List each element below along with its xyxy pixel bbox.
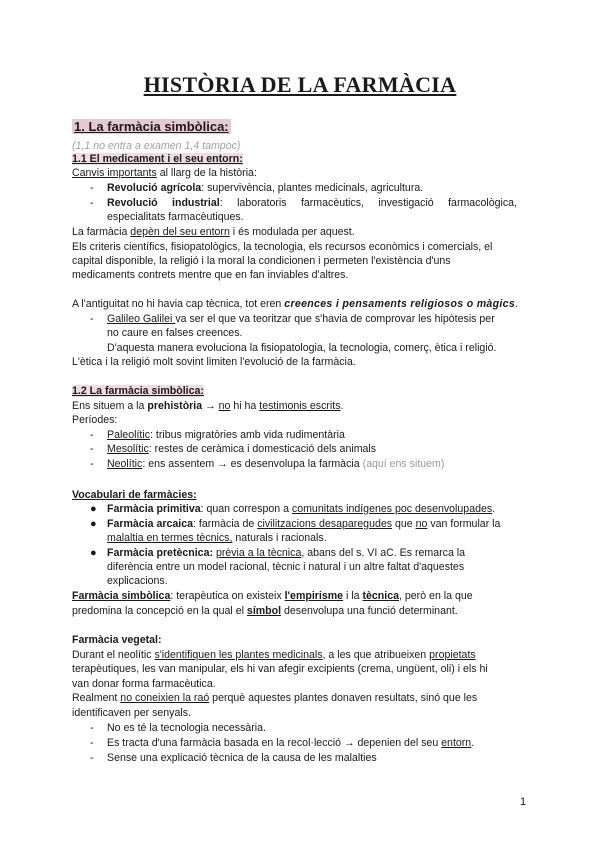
- galileo-line: Galileo Galilei va ser el que va teoritzar que s'havia de comprovar les hipòtesis per: [107, 313, 495, 325]
- subsection-1-1-heading: 1.1 El medicament i el seu entorn:: [72, 153, 243, 165]
- periodes-label: Períodes:: [72, 414, 118, 426]
- paragraph-criteris-1: Els criteris científics, fisiopatològics, la tecnologia, els recursos econòmics i comercials, el: [72, 241, 493, 253]
- paragraph-criteris-3: medicaments contrets mentre que en fan inviables d'altres.: [72, 269, 349, 281]
- paragraph-criteris-2: capital disponible, la religió i la moral la condicionen i permeten l'existència d'uns: [72, 255, 451, 267]
- revolucio-industrial: Revolució industrial: laboratoris farmacèutics, investigació farmacològica,: [107, 197, 517, 209]
- dash-marker: -: [90, 313, 94, 325]
- vegetal-line-5: identificaven per senyals.: [72, 707, 191, 719]
- bullet-marker: ●: [90, 547, 97, 559]
- dash-marker: -: [90, 752, 94, 764]
- vegetal-point-3: Sense una explicació tècnica de la causa de les malalties: [107, 752, 377, 764]
- vocabulari-heading: Vocabulari de farmàcies:: [72, 489, 197, 501]
- vocab-pretecnica-cont-1: diferència entre un model racional, tècnic i natural i un altre faltat d'aquestes: [107, 561, 465, 573]
- vegetal-line-2: terapèutiques, les van manipular, els hi van afegir excipients (crema, ungüent, oli) i els hi: [72, 663, 488, 675]
- dash-marker: -: [90, 458, 94, 470]
- document-title: HISTÒRIA DE LA FARMÀCIA: [143, 72, 457, 97]
- simbolica-line-1: Farmàcia simbòlica: terapèutica on existeix l'empirisme i la tècnica, però en la que: [72, 590, 473, 602]
- vegetal-line-4: Realment no coneixien la raó perquè aquestes plantes donaven resultats, sinó que les: [72, 692, 478, 704]
- revolucio-agricola: Revolució agrícola: supervivència, plantes medicinals, agricultura.: [107, 182, 424, 194]
- paragraph-etica: L'ètica i la religió molt sovint limiten l'evolució de la farmàcia.: [72, 356, 356, 368]
- vegetal-point-2: Es tracta d'una farmàcia basada en la recol·lecció → depenien del seu entorn.: [107, 737, 475, 749]
- galileo-line-2: no caure en falses creences.: [107, 327, 243, 339]
- bullet-marker: ●: [90, 518, 97, 530]
- vocab-arcaica-cont: malaltia en termes tècnics, naturals i racionals.: [107, 532, 327, 544]
- vocab-arcaica: Farmàcia arcaica: farmàcia de civilitzacions desaparegudes que no van formular la: [107, 518, 501, 530]
- subsection-1-2-heading: 1.2 La farmàcia simbòlica:: [72, 385, 204, 397]
- dash-marker: -: [90, 197, 94, 209]
- period-neolitic: Neolític: ens assentem → es desenvolupa la farmàcia (aquí ens situem): [107, 458, 445, 470]
- vegetal-point-1: No es té la tecnologia necessària.: [107, 722, 266, 734]
- period-paleolitic: Paleolític: tribus migratòries amb vida rudimentària: [107, 429, 345, 441]
- dash-marker: -: [90, 722, 94, 734]
- paragraph-antiguitat: A l'antiguitat no hi havia cap tècnica, tot eren creences i pensaments religiosos o màgics.: [72, 298, 518, 310]
- dash-marker: -: [90, 737, 94, 749]
- galileo-line-3: D'aquesta manera evoluciona la fisiopatologia, la tecnologia, comerç, ètica i religió.: [107, 342, 497, 354]
- vocab-primitiva: Farmàcia primitiva: quan correspon a comunitats indígenes poc desenvolupades.: [107, 503, 496, 515]
- prehistoria-line: Ens situem a la prehistòria → no hi ha testimonis escrits.: [72, 400, 344, 412]
- simbolica-line-2: predomina la concepció en la qual el símbol desenvolupa una funció determinant.: [72, 605, 458, 617]
- page-number: 1: [520, 796, 527, 808]
- paragraph-entorn: La farmàcia depèn del seu entorn i és modulada per aquest.: [72, 226, 355, 238]
- vocab-pretecnica: Farmàcia pretècnica: prèvia a la tècnica, abans del s. VI aC. Es remarca la: [107, 547, 466, 559]
- dash-marker: -: [90, 182, 94, 194]
- vocab-pretecnica-cont-2: explicacions.: [107, 575, 168, 587]
- dash-marker: -: [90, 443, 94, 455]
- dash-marker: -: [90, 429, 94, 441]
- section-1-heading: 1. La farmàcia simbòlica:: [74, 119, 229, 134]
- period-mesolitic: Mesolític: restes de ceràmica i domesticació dels animals: [107, 443, 377, 455]
- bullet-marker: ●: [90, 503, 97, 515]
- vegetal-line-3: van donar forma farmacèutica.: [72, 678, 216, 690]
- vegetal-heading: Farmàcia vegetal:: [72, 634, 162, 646]
- vegetal-line-1: Durant el neolític s'identifiquen les plantes medicinals, a les que atribueixen propietats: [72, 649, 476, 661]
- revolucio-industrial-cont: especialitats farmacèutiques.: [107, 211, 244, 223]
- exam-note: (1,1 no entra a examen 1,4 tampoc): [72, 140, 241, 152]
- canvis-line: Canvis importants al llarg de la història:: [72, 167, 257, 179]
